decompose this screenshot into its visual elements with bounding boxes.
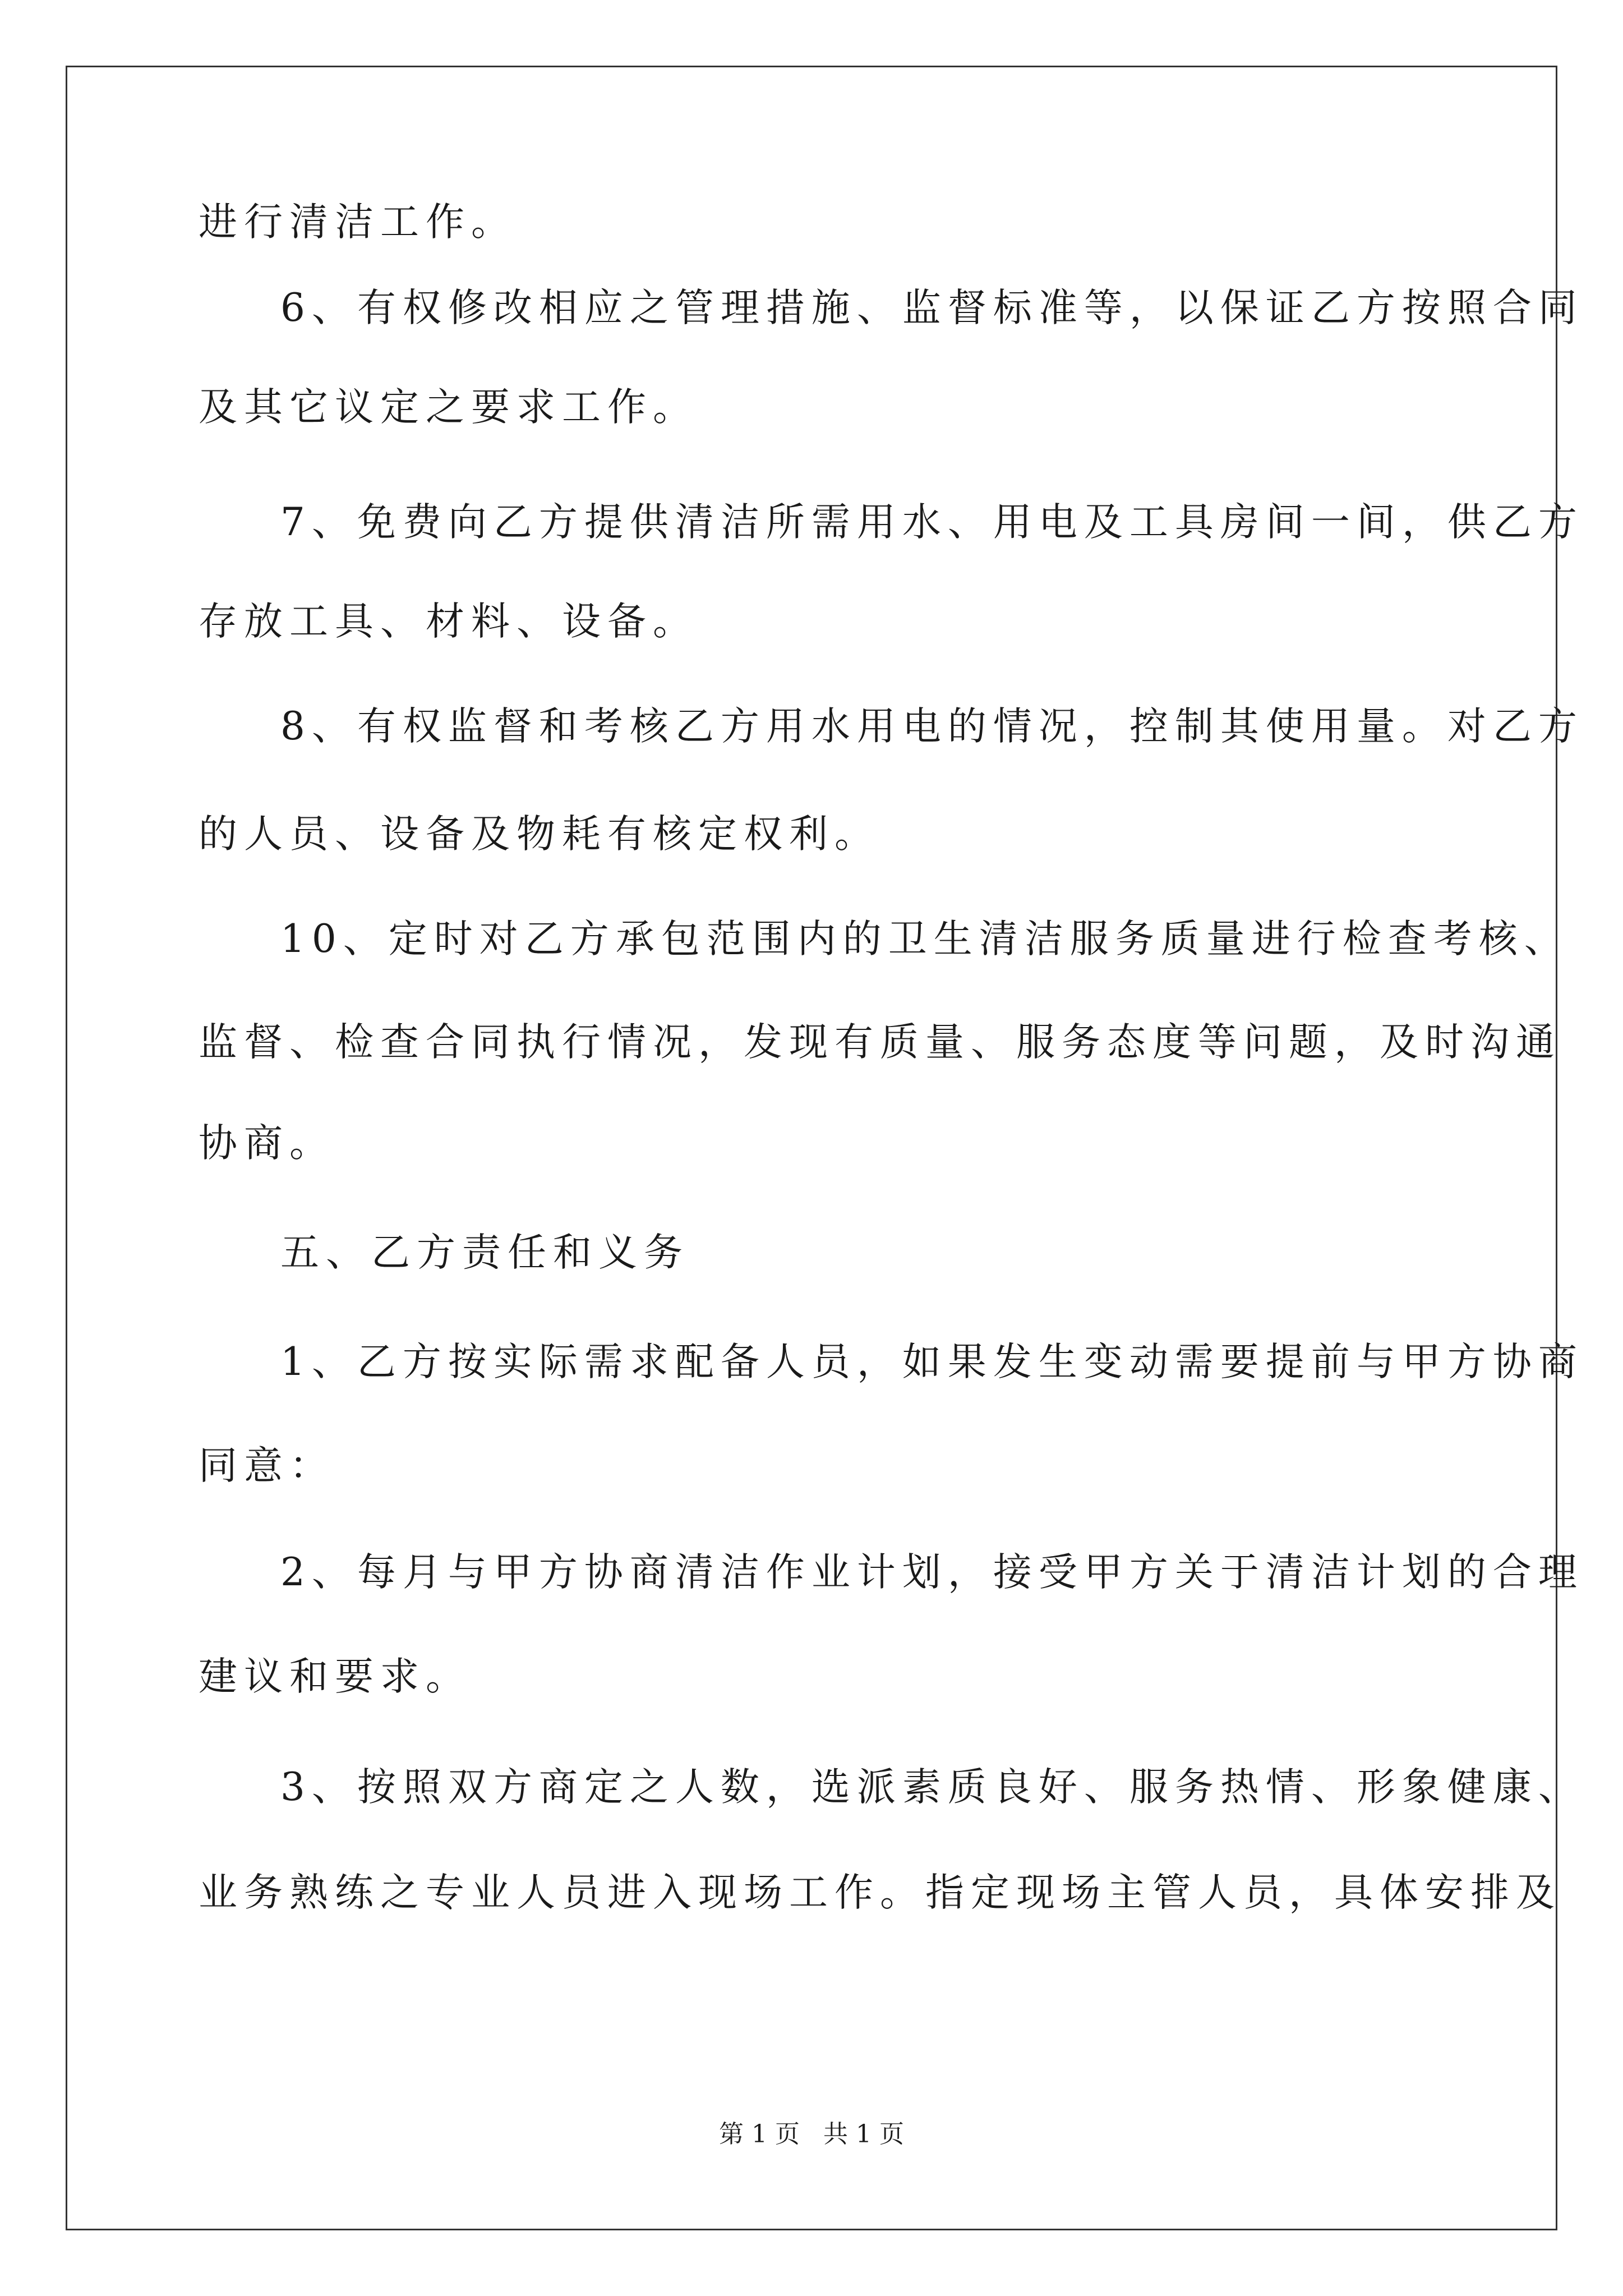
text-line: 进行清洁工作。 — [199, 200, 517, 245]
text-line: 8、有权监督和考核乙方用水用电的情况，控制其使用量。对乙方 — [280, 704, 1584, 749]
page-number: 第 1 页 共 1 页 — [719, 2120, 904, 2148]
text-line: 7、免费向乙方提供清洁所需用水、用电及工具房间一间，供乙方 — [280, 500, 1584, 545]
text-line: 监督、检查合同执行情况，发现有质量、服务态度等问题，及时沟通 — [199, 1020, 1561, 1065]
text-line: 的人员、设备及物耗有核定权利。 — [199, 812, 880, 857]
text-line: 协商。 — [199, 1121, 335, 1166]
text-line: 及其它议定之要求工作。 — [199, 385, 698, 430]
text-line: 3、按照双方商定之人数，选派素质良好、服务热情、形象健康、 — [280, 1765, 1584, 1810]
text-line: 2、每月与甲方协商清洁作业计划，接受甲方关于清洁计划的合理 — [280, 1550, 1584, 1595]
section-heading: 五、乙方责任和义务 — [280, 1230, 689, 1275]
text-line: 6、有权修改相应之管理措施、监督标准等，以保证乙方按照合同 — [280, 286, 1584, 330]
text-line: 业务熟练之专业人员进入现场工作。指定现场主管人员，具体安排及 — [199, 1870, 1561, 1915]
text-line: 同意： — [199, 1443, 335, 1488]
text-line: 1、乙方按实际需求配备人员，如果发生变动需要提前与甲方协商 — [280, 1340, 1584, 1384]
text-line: 存放工具、材料、设备。 — [199, 599, 698, 644]
text-line: 建议和要求。 — [199, 1654, 471, 1699]
text-line: 10、定时对乙方承包范围内的卫生清洁服务质量进行检查考核、 — [280, 917, 1570, 961]
